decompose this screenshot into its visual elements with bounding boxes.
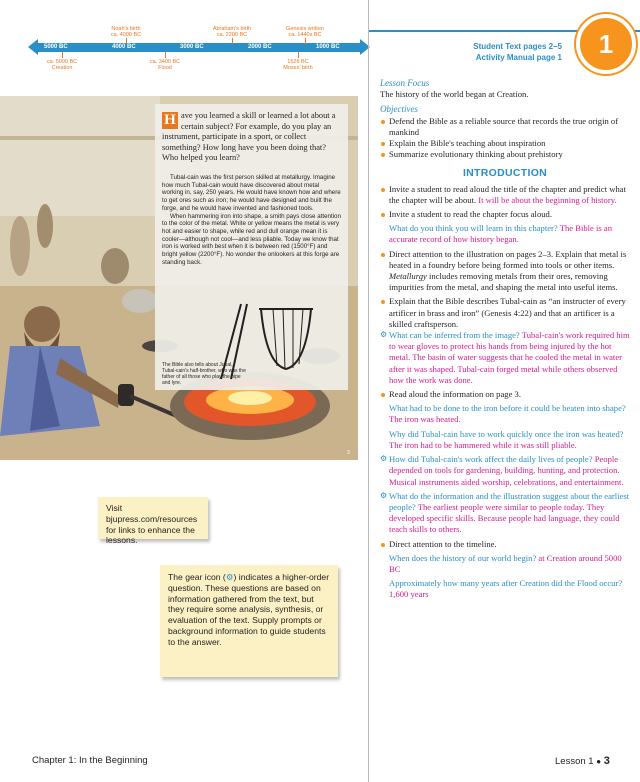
objective-item: Summarize evolutionary thinking about prehistory — [380, 149, 630, 160]
student-paragraph: When hammering iron into shape, a smith pays close attention to the color of the metal. White or yellow means the metal is very hot and easier to shape, while red and dull orange mean it is cooler—although not cool—and less pliable. Today we know that iron is worked with best when it is between red (1500°F) and bright yellow (2200°F). No wonder the onlookers at this forge are standing back. — [162, 212, 341, 266]
timeline-event-creation: ca. 5000 BC Creation — [46, 59, 78, 71]
question-item: When does the history of our world begin? at Creation around 5000 BC — [389, 552, 622, 574]
lesson-focus-text: The history of the world began at Creation. — [380, 89, 529, 100]
timeline — [0, 0, 368, 80]
step-item: Direct attention to the illustration on pages 2–3. Explain that metal is heated in a foundry before being formed into tools or other items. Metallurgy includes removing metals from their ores, removing impurities from the metal, and shaping the metal into useful items. — [380, 249, 630, 294]
question-item: What had to be done to the iron before it could be beaten into shape? The iron was heated. — [389, 403, 626, 425]
footer-chapter-title: Chapter 1: In the Beginning — [32, 755, 148, 766]
timeline-event-flood: ca. 3400 BC Flood — [149, 59, 181, 71]
gear-icon: ⚙ — [380, 490, 388, 500]
timeline-year: 5000 BC — [44, 44, 68, 50]
student-paragraph: Tubal-cain was the first person skilled at metallurgy. Imagine how much Tubal-cain would have discovered about metal working in, say, 250 years. He would have known how and where to get ores such as iron; he would have designed and built the forge, and he would have invented and fashioned tools. — [162, 174, 341, 212]
timeline-year: 4000 BC — [112, 44, 136, 50]
objectives-label: Objectives — [380, 104, 418, 115]
timeline-event-genesis: Genesis written ca. 1440s BC — [286, 26, 324, 38]
higher-order-question: ⚙ How did Tubal-cain's work affect the daily lives of people? People depended on tools for gardening, building, hunting, and protection. Musical instruments aided worship, celebrations, and entertainment. — [380, 454, 624, 487]
introduction-heading: INTRODUCTION — [462, 167, 548, 180]
student-page-number: 3 — [347, 450, 350, 456]
step-item: Read aloud the information on page 3. — [380, 389, 630, 400]
gear-icon: ⚙ — [380, 454, 388, 464]
question-item: What do you think you will learn in this chapter? The Bible is an accurate record of how history began. — [389, 223, 613, 245]
illustration-caption: The Bible also tells about Jubal, Tubal-cain's half-brother, who was the father of all those who play the pipe and lyre. — [162, 362, 246, 386]
column-divider — [368, 0, 369, 782]
timeline-year: 2000 BC — [248, 44, 272, 50]
gear-icon: ⚙ — [380, 330, 388, 340]
timeline-year: 1000 BC — [316, 44, 340, 50]
timeline-tick — [305, 38, 306, 44]
sticky-note-gear-icon: The gear icon (⚙) indicates a higher-order question. These questions are based on information gathered from the text, but they require some analysis, synthesis, or evaluation of the text. Supply prompts or background information to guide students to the answer. — [160, 565, 338, 677]
drop-cap: H — [162, 112, 178, 129]
higher-order-question: ⚙ What can be inferred from the image? Tubal-cain's work required him to wear gloves to protect his hands from being injured by the hot metal. The basin of water suggests that he cooled the metal in water after it was shaped. Tubal-cain forged metal while others observed how the work was done. — [380, 330, 630, 385]
step-item: Invite a student to read aloud the title of the chapter and predict what the chapter will be about. It will be about the beginning of history. — [380, 184, 630, 206]
timeline-tick — [298, 52, 299, 58]
gear-icon: ⚙ — [225, 572, 234, 582]
timeline-tick — [126, 38, 127, 44]
student-text-ref: Student Text pages 2–5 — [473, 42, 562, 51]
activity-manual-ref: Activity Manual page 1 — [475, 53, 562, 62]
lesson-plan — [380, 78, 630, 601]
timeline-event-abraham: Abraham's birth ca. 2200 BC — [212, 26, 252, 38]
step-item: Explain that the Bible describes Tubal-cain as “an instructer of every artificer in brass and iron” (Genesis 4:22) and that an artificer is a skilled craftsperson. — [380, 296, 630, 330]
sticky-note-resources: Visit bjupress.com/resources for links to enhance the lessons. — [98, 497, 208, 539]
student-lead-paragraph: H ave you learned a skill or learned a lot about a certain subject? For example, do you play an instrument, participate in a sport, or collect something? How long have you been doing that? Who helped you learn? — [162, 111, 336, 163]
chapter-number-badge: 1 — [576, 14, 636, 74]
lesson-focus-label: Lesson Focus — [380, 78, 430, 88]
step-item: Direct attention to the timeline. — [380, 539, 630, 550]
higher-order-question: ⚙ What do the information and the illustration suggest about the earliest people? The earliest people were similar to people today. They developed specific skills. Because people had language, they could teach skills to others. — [380, 490, 630, 535]
step-item: Invite a student to read the chapter focus aloud. — [380, 209, 630, 220]
timeline-event-moses: 1526 BC Moses' birth — [283, 59, 313, 71]
student-text-box — [155, 104, 348, 390]
timeline-tick — [62, 52, 63, 58]
question-item: Approximately how many years after Creation did the Flood occur? 1,600 years — [389, 578, 623, 600]
question-item: Why did Tubal-cain have to work quickly once the iron was heated? The iron had to be hammered while it was still pliable. — [389, 428, 624, 450]
objective-item: Defend the Bible as a reliable source that records the true origin of mankind — [380, 116, 630, 138]
objective-item: Explain the Bible's teaching about inspiration — [380, 138, 630, 149]
footer-lesson: Lesson 1 ● 3 — [555, 755, 610, 767]
timeline-tick — [232, 38, 233, 44]
timeline-year: 3000 BC — [180, 44, 204, 50]
timeline-tick — [165, 52, 166, 58]
student-body — [162, 174, 342, 266]
timeline-event-noah: Noah's birth ca. 4000 BC — [110, 26, 142, 38]
